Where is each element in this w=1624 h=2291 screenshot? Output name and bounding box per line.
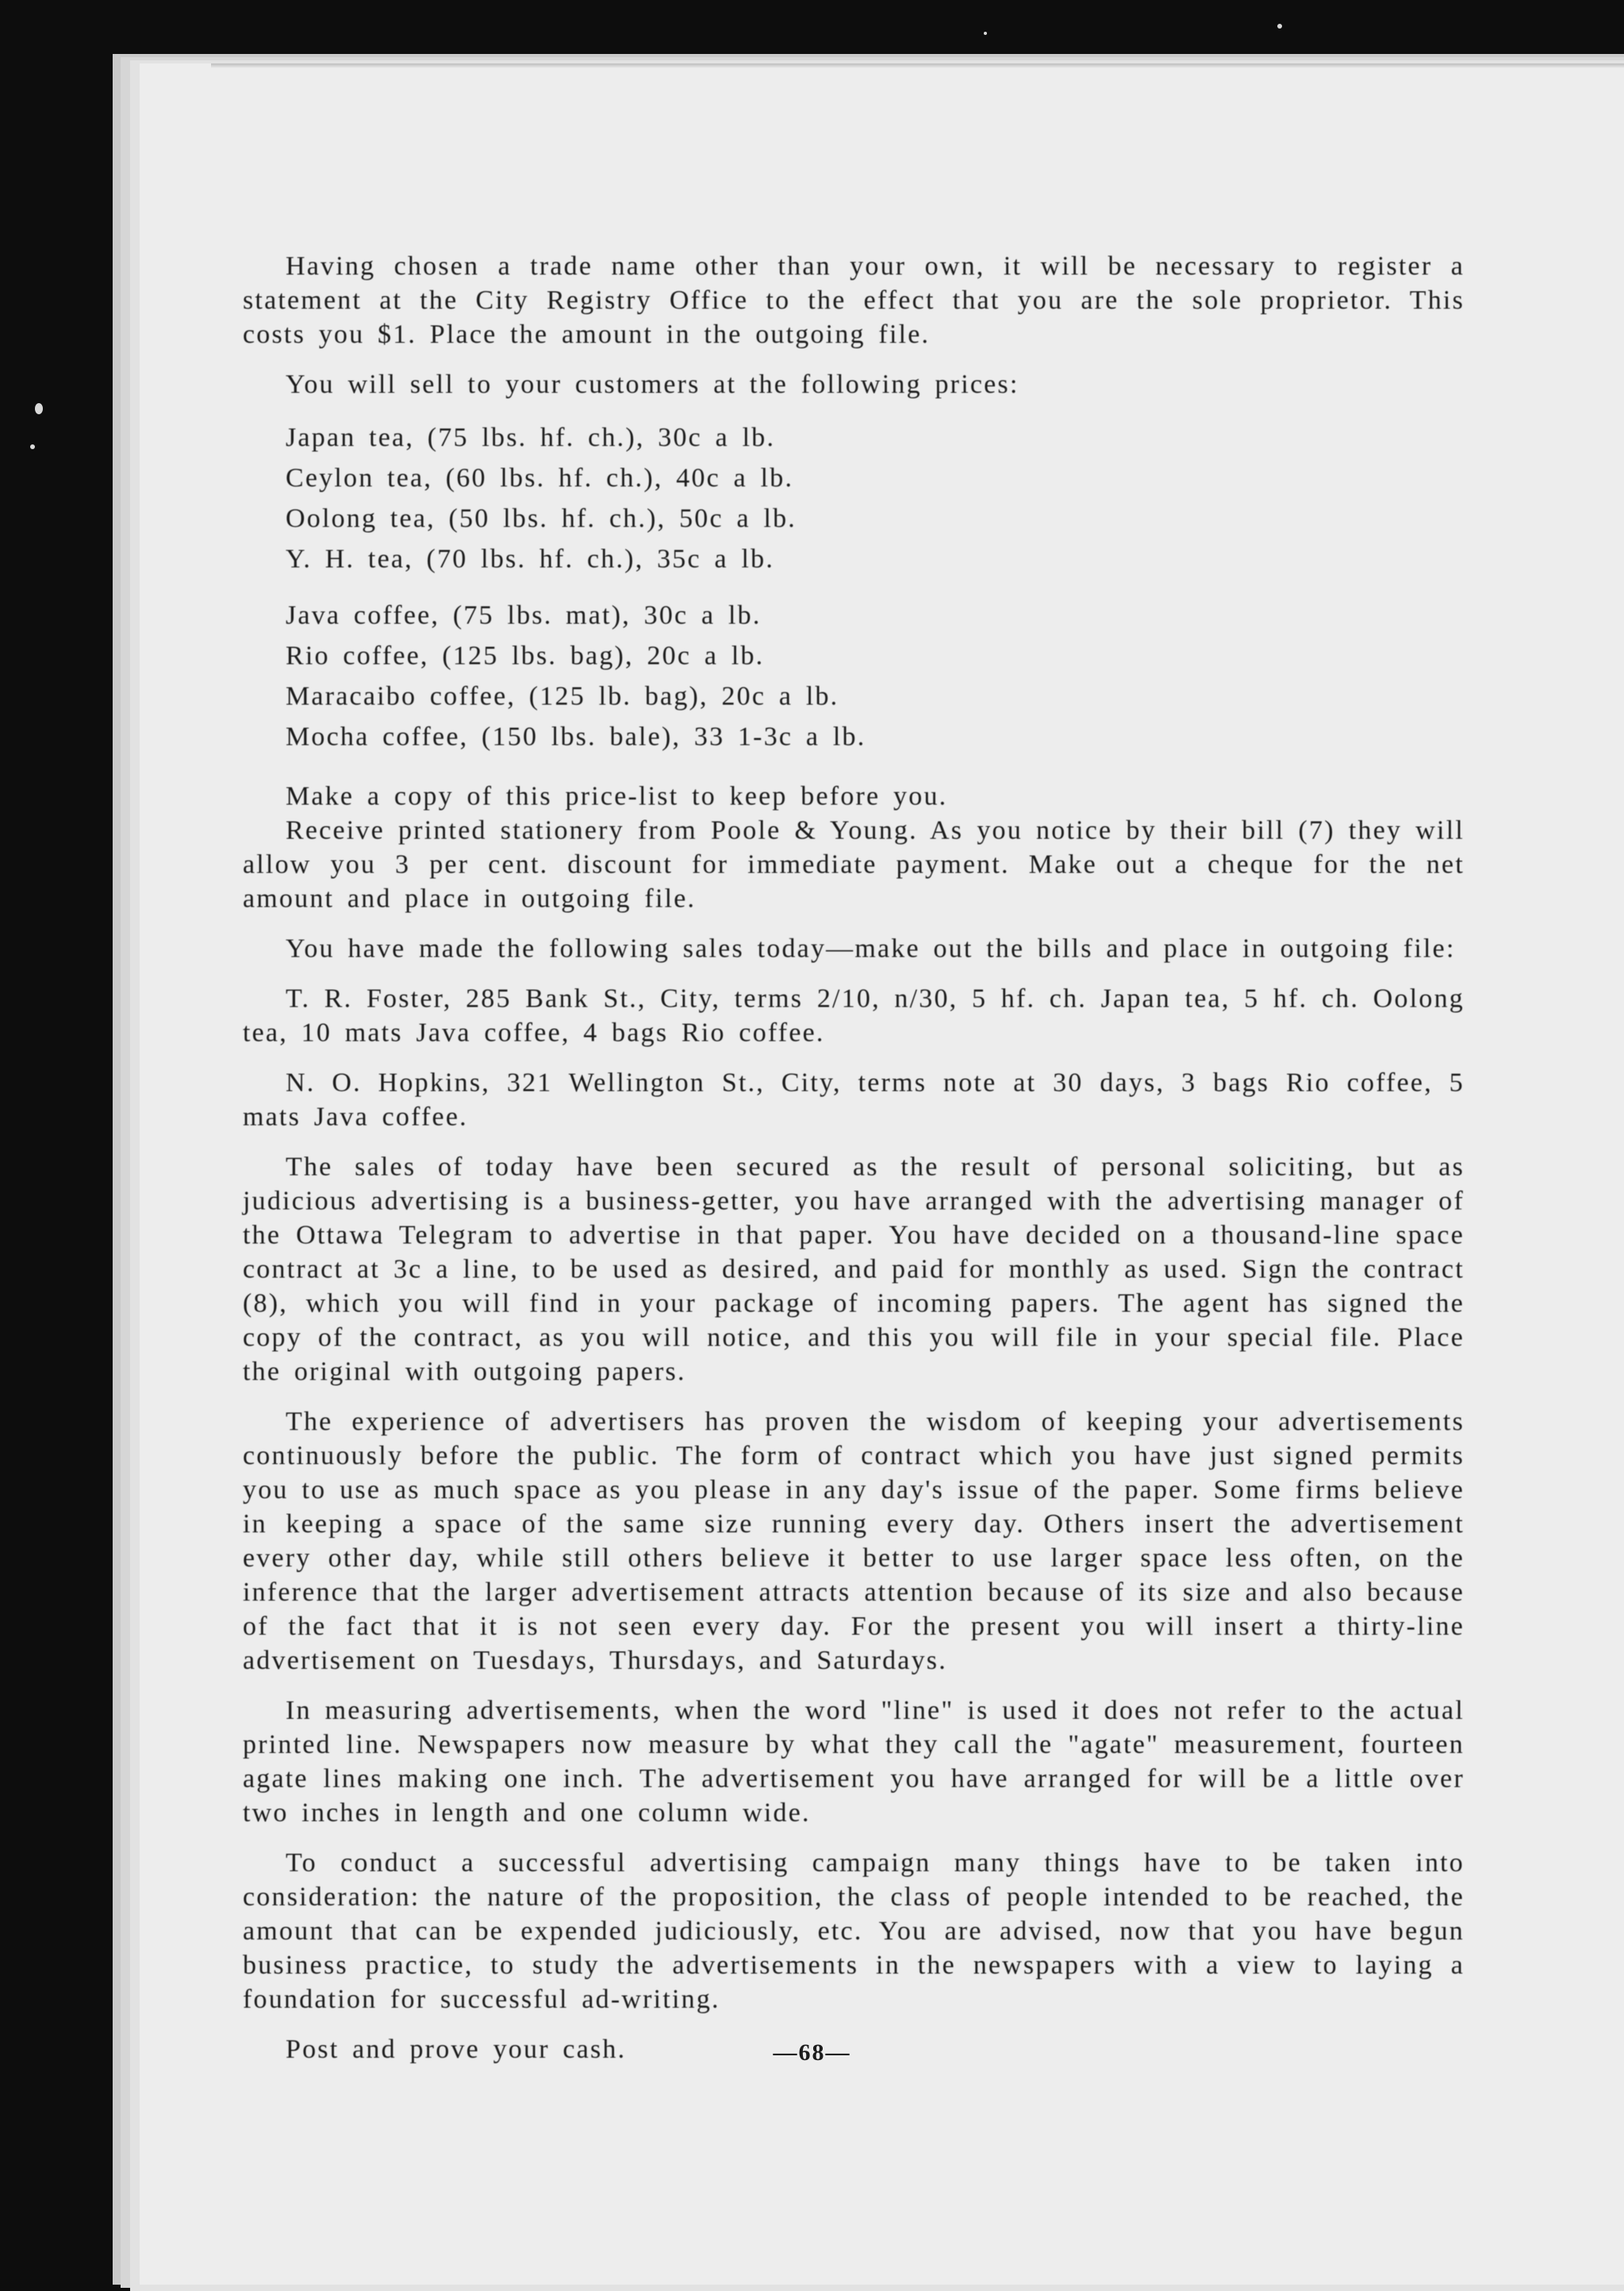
scan-speck [35, 403, 43, 414]
price-item: Oolong tea, (50 lbs. hf. ch.), 50c a lb. [286, 504, 797, 533]
price-item: Japan tea, (75 lbs. hf. ch.), 30c a lb. [286, 423, 776, 452]
price-item: Y. H. tea, (70 lbs. hf. ch.), 35c a lb. [286, 544, 775, 574]
price-item: Maracaibo coffee, (125 lb. bag), 20c a lb. [286, 682, 839, 711]
price-item: Rio coffee, (125 lbs. bag), 20c a lb. [286, 641, 765, 671]
sale-entry-foster: T. R. Foster, 285 Bank St., City, terms 2/10, n/30, 5 hf. ch. Japan tea, 5 hf. ch. Oolong tea, 10 mats Java coffee, 4 bags Rio coffee. [243, 984, 1465, 1047]
paragraph-stationery: Receive printed stationery from Poole & Young. As you notice by their bill (7) they will allow you 3 per cent. discount for immediate payment. Make out a cheque for the net amount and place in outgoing file. [243, 816, 1465, 913]
coffee-price-list [286, 595, 1465, 757]
tea-price-list [286, 417, 1465, 579]
sale-entry-hopkins: N. O. Hopkins, 321 Wellington St., City, terms note at 30 days, 3 bags Rio coffee, 5 mats Java coffee. [243, 1068, 1465, 1132]
scan-speck [984, 32, 987, 35]
paragraph-campaign: To conduct a successful advertising campaign many things have to be taken into consideration: the nature of the proposition, the class of people intended to be reached, the amount that can be expended judiciously, etc. You are advised, now that you have begun business practice, to study the advertisements in the newspapers with a view to laying a foundation for successful ad-writing. [243, 1848, 1465, 2014]
price-item: Mocha coffee, (150 lbs. bale), 33 1-3c a lb. [286, 722, 866, 751]
paragraph-post-cash: Post and prove your cash. [286, 2035, 627, 2064]
paragraph-advertising: The sales of today have been secured as the result of personal soliciting, but as judicious advertising is a business-getter, you have arranged with the advertising manager of the Ottawa Telegram to advertise in that paper. You have decided on a thousand-line space contract at 3c a line, to be used as desired, and paid for monthly as used. Sign the contract (8), which you will find in your package of incoming papers. The agent has signed the copy of the contract, as you will notice, and this you will file in your special file. Place the original with outgoing papers. [243, 1152, 1465, 1386]
scan-speck [30, 444, 35, 449]
scan-speck [1277, 24, 1282, 29]
paragraph-trade-name: Having chosen a trade name other than your own, it will be necessary to register a statement at the City Registry Office to the effect that you are the sole proprietor. This costs you $1. Place the amount in the outgoing file. [243, 252, 1465, 349]
page-body [243, 249, 1465, 2066]
price-item: Java coffee, (75 lbs. mat), 30c a lb. [286, 601, 762, 630]
paragraph-sales-intro: You have made the following sales today—make out the bills and place in outgoing file: [286, 934, 1456, 963]
paragraph-keep-copy: Make a copy of this price-list to keep before you. [286, 782, 948, 811]
price-item: Ceylon tea, (60 lbs. hf. ch.), 40c a lb. [286, 463, 794, 493]
paragraph-experience: The experience of advertisers has proven the wisdom of keeping your advertisements continuously before the public. The form of contract which you have just signed permits you to use as much space as you please in any day's issue of the paper. Some firms believe in keeping a space of the same size running every day. Others insert the advertisement every other day, while still others believe it better to use larger space less often, on the inference that the larger advertisement attracts attention because of its size and also because of the fact that it is not seen every day. For the present you will insert a thirty-line advertisement on Tuesdays, Thursdays, and Saturdays. [243, 1407, 1465, 1675]
page-number: —68— [773, 2039, 851, 2066]
paragraph-measuring: In measuring advertisements, when the word "line" is used it does not refer to the actual printed line. Newspapers now measure by what they call the "agate" measurement, fourteen agate lines making one inch. The advertisement you have arranged for will be a little over two inches in length and one column wide. [243, 1696, 1465, 1828]
paragraph-prices-intro: You will sell to your customers at the following prices: [286, 370, 1019, 399]
